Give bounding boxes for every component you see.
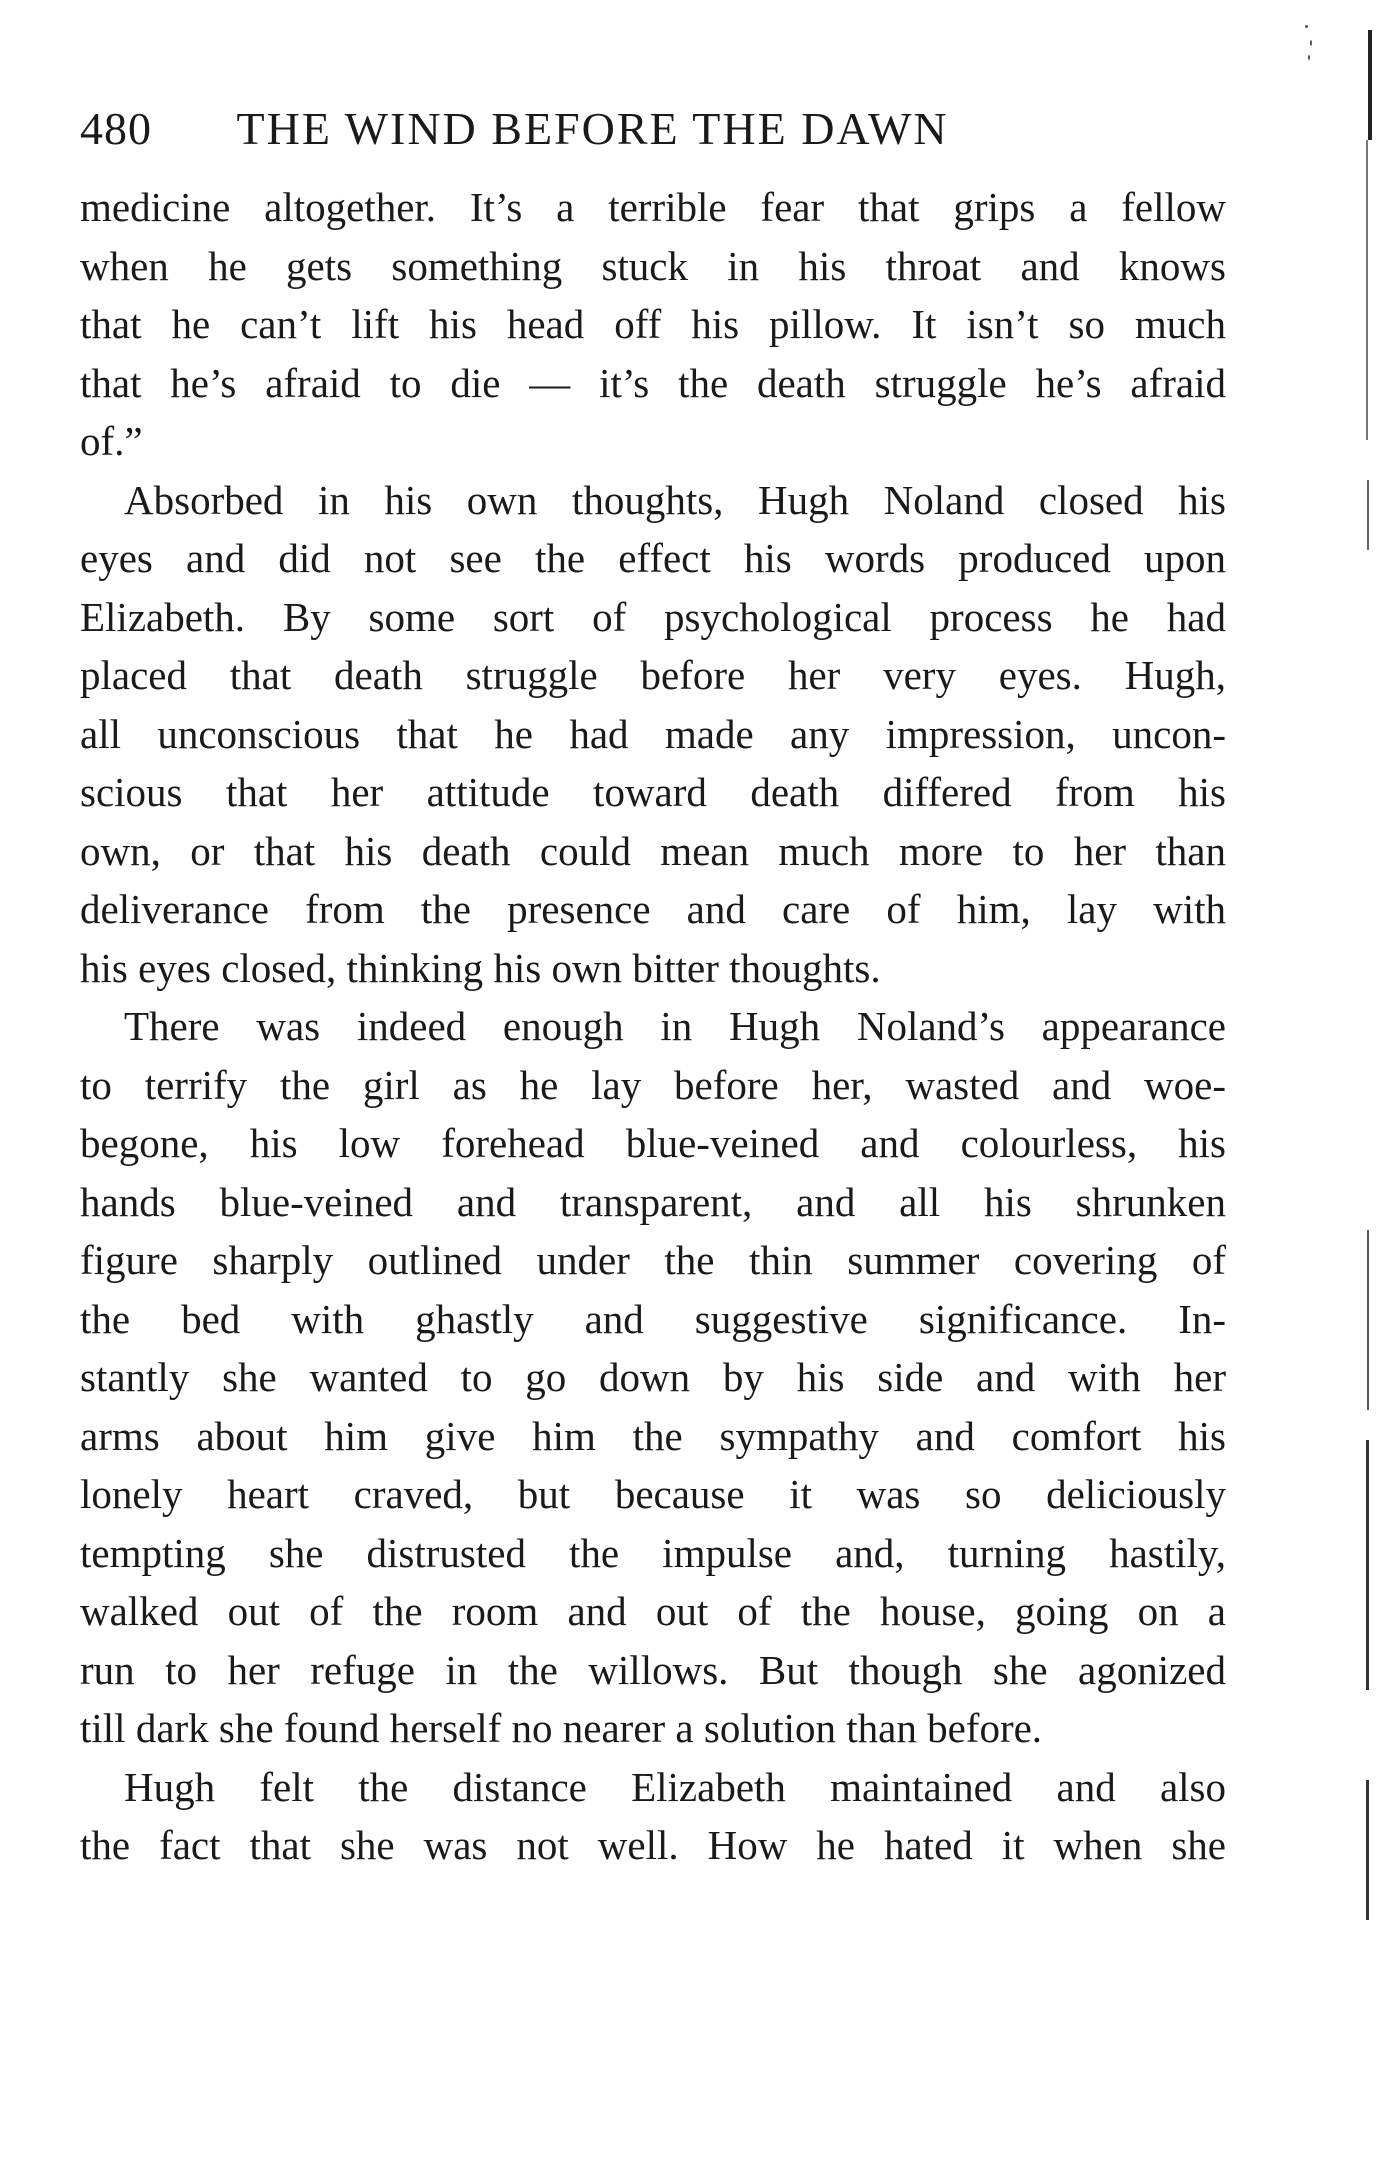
- text-line: when he gets something stuck in his throat and knows: [80, 242, 1226, 289]
- text-line: till dark she found herself no nearer a solution than before.: [80, 1705, 1043, 1751]
- text-line: Elizabeth. By some sort of psychological process he had: [80, 593, 1226, 640]
- running-title: THE WIND BEFORE THE DAWN: [236, 103, 949, 154]
- scan-edge-line: [1366, 1440, 1369, 1690]
- text-line: walked out of the room and out of the house, going on a: [80, 1588, 1226, 1634]
- text-line: scious that her attitude toward death differed from his: [80, 769, 1226, 815]
- text-line: that he can’t lift his head off his pillow. It isn’t so much: [80, 301, 1226, 347]
- paragraph: [80, 471, 1226, 998]
- text-line: tempting she distrusted the impulse and, turning hastily,: [80, 1529, 1226, 1576]
- text-line: the fact that she was not well. How he hated it when she: [80, 1822, 1226, 1868]
- text-line: medicine altogether. It’s a terrible fear that grips a fellow: [80, 184, 1226, 230]
- text-line: his eyes closed, thinking his own bitter thoughts.: [80, 944, 881, 991]
- text-line: arms about him give him the sympathy and comfort his: [80, 1412, 1226, 1459]
- text-line: placed that death struggle before her very eyes. Hugh,: [80, 652, 1226, 698]
- paragraph: [80, 997, 1226, 1758]
- text-line: the bed with ghastly and suggestive significance. In-: [80, 1295, 1226, 1342]
- scan-edge-line: [1366, 1780, 1369, 1920]
- text-line: run to her refuge in the willows. But though she agonized: [80, 1646, 1226, 1693]
- scan-speck: [1310, 40, 1312, 46]
- paragraph: [80, 1758, 1226, 1875]
- scan-edge-line: [1368, 30, 1372, 140]
- scan-speck: [1308, 55, 1310, 60]
- text-line: all unconscious that he had made any impression, uncon-: [80, 710, 1226, 757]
- scan-edge-line: [1367, 1230, 1369, 1410]
- text-line: of.”: [80, 418, 143, 464]
- body-text: [80, 178, 1226, 1875]
- text-line: There was indeed enough in Hugh Noland’s appearance: [124, 1003, 1226, 1049]
- text-line: lonely heart craved, but because it was so deliciously: [80, 1471, 1226, 1517]
- text-line: begone, his low forehead blue-veined and colourless, his: [80, 1120, 1226, 1166]
- scan-edge-line: [1366, 140, 1368, 440]
- text-line: eyes and did not see the effect his words produced upon: [80, 535, 1226, 581]
- text-line: to terrify the girl as he lay before her, wasted and woe-: [80, 1061, 1226, 1108]
- text-line: stantly she wanted to go down by his side and with her: [80, 1354, 1226, 1400]
- running-head: [80, 102, 1230, 162]
- text-line: Absorbed in his own thoughts, Hugh Noland closed his: [124, 476, 1226, 523]
- text-line: deliverance from the presence and care of him, lay with: [80, 886, 1226, 932]
- text-line: own, or that his death could mean much more to her than: [80, 827, 1226, 874]
- text-line: Hugh felt the distance Elizabeth maintained and also: [124, 1763, 1226, 1810]
- scan-edge-line: [1367, 480, 1369, 550]
- page-number: 480: [80, 103, 152, 154]
- paragraph: [80, 178, 1226, 471]
- text-line: that he’s afraid to die — it’s the death struggle he’s afraid: [80, 359, 1226, 406]
- text-line: figure sharply outlined under the thin summer covering of: [80, 1237, 1226, 1283]
- scan-speck: [1305, 25, 1308, 28]
- text-line: hands blue-veined and transparent, and all his shrunken: [80, 1178, 1226, 1225]
